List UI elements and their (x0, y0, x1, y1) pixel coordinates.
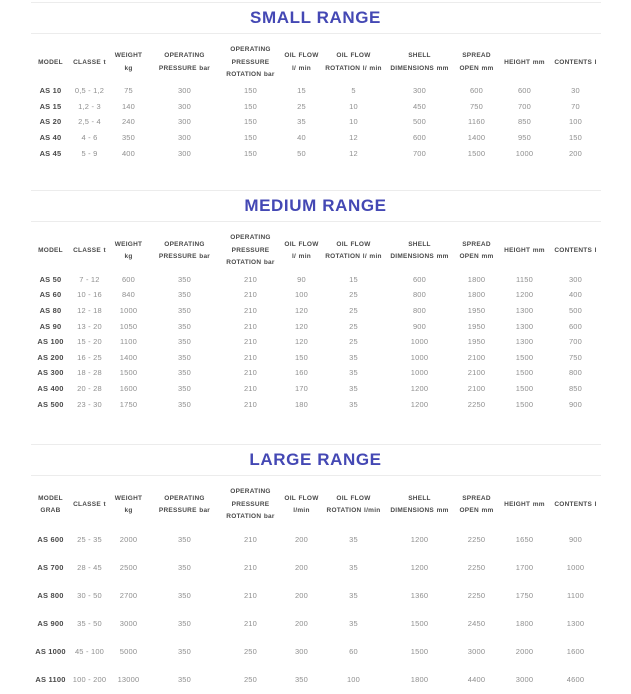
value-cell: 2700 (119, 590, 138, 600)
value-cell: 1800 (467, 290, 486, 300)
model-cell: AS 100 (37, 337, 64, 347)
value-cell: 30 - 50 (77, 590, 102, 600)
value-cell: 210 (243, 383, 258, 393)
value-cell: 1500 (515, 368, 534, 378)
value-cell: 200 (294, 618, 309, 628)
value-cell: 950 (517, 133, 532, 143)
large-range-title-bar (31, 444, 601, 476)
table-row (31, 99, 601, 115)
value-cell: 12 - 18 (77, 305, 102, 315)
value-cell: 1500 (467, 148, 486, 158)
value-cell: 1800 (410, 674, 429, 684)
value-cell: 70 (571, 101, 580, 111)
model-cell: AS 1100 (35, 674, 66, 684)
value-cell: 5 - 9 (81, 148, 98, 158)
value-cell: 150 (243, 133, 258, 143)
value-cell: 750 (568, 352, 583, 362)
value-cell: 350 (177, 274, 192, 284)
value-cell: 250 (243, 674, 258, 684)
value-cell: 16 - 25 (77, 352, 102, 362)
value-cell: 210 (243, 352, 258, 362)
value-cell: 25 (349, 337, 358, 347)
value-cell: 4400 (467, 674, 486, 684)
model-cell: AS 15 (39, 101, 62, 111)
value-cell: 150 (243, 148, 258, 158)
value-cell: 1600 (566, 646, 585, 656)
value-cell: 12 (349, 133, 358, 143)
table-row (31, 554, 601, 582)
model-cell: AS 80 (39, 305, 62, 315)
value-cell: 800 (412, 290, 427, 300)
value-cell: 3000 (515, 674, 534, 684)
column-header: MODEL GRAB (38, 494, 63, 515)
value-cell: 350 (177, 352, 192, 362)
value-cell: 700 (412, 148, 427, 158)
value-cell: 750 (469, 101, 484, 111)
value-cell: 2250 (467, 534, 486, 544)
value-cell: 300 (412, 86, 427, 96)
value-cell: 840 (121, 290, 136, 300)
value-cell: 150 (294, 352, 309, 362)
column-header: OIL FLOW l/ min (284, 240, 319, 261)
value-cell: 210 (243, 274, 258, 284)
value-cell: 210 (243, 399, 258, 409)
value-cell: 28 - 45 (77, 562, 102, 572)
model-cell: AS 40 (39, 133, 62, 143)
table-row (31, 319, 601, 335)
column-header: CONTENTS l (554, 246, 597, 254)
value-cell: 120 (294, 337, 309, 347)
model-cell: AS 50 (39, 274, 62, 284)
value-cell: 15 (349, 274, 358, 284)
value-cell: 1800 (515, 618, 534, 628)
value-cell: 60 (349, 646, 358, 656)
value-cell: 210 (243, 290, 258, 300)
value-cell: 1300 (515, 321, 534, 331)
column-header: OIL FLOW l/ min (284, 52, 319, 72)
value-cell: 210 (243, 368, 258, 378)
value-cell: 1700 (515, 562, 534, 572)
model-cell: AS 1000 (35, 646, 66, 656)
value-cell: 5000 (119, 646, 138, 656)
value-cell: 900 (412, 321, 427, 331)
value-cell: 25 (349, 290, 358, 300)
value-cell: 1050 (119, 321, 138, 331)
value-cell: 2100 (467, 352, 486, 362)
column-header: CONTENTS l (554, 500, 597, 508)
value-cell: 50 (297, 148, 306, 158)
value-cell: 1300 (515, 305, 534, 315)
value-cell: 18 - 28 (77, 368, 102, 378)
table-row (31, 397, 601, 413)
value-cell: 300 (568, 274, 583, 284)
medium-range-table (31, 229, 601, 412)
value-cell: 350 (177, 321, 192, 331)
column-header: OPERATING PRESSURE bar (158, 240, 211, 261)
value-cell: 210 (243, 534, 258, 544)
medium-range-title-bar (31, 190, 601, 222)
value-cell: 15 (297, 86, 306, 96)
column-header: OPERATING PRESSURE bar (158, 52, 211, 72)
value-cell: 400 (568, 290, 583, 300)
value-cell: 40 (297, 133, 306, 143)
value-cell: 1500 (515, 383, 534, 393)
column-header: MODEL (38, 58, 63, 66)
value-cell: 1000 (119, 305, 138, 315)
model-cell: AS 700 (37, 562, 64, 572)
value-cell: 210 (243, 562, 258, 572)
value-cell: 30 (571, 86, 580, 96)
table-header-row (31, 229, 601, 272)
value-cell: 1000 (410, 368, 429, 378)
value-cell: 90 (297, 274, 306, 284)
value-cell: 350 (177, 562, 192, 572)
value-cell: 2500 (119, 562, 138, 572)
small-range-title-bar (31, 2, 601, 34)
value-cell: 600 (412, 274, 427, 284)
value-cell: 150 (243, 117, 258, 127)
value-cell: 1300 (515, 337, 534, 347)
value-cell: 120 (294, 305, 309, 315)
table-row (31, 84, 601, 100)
value-cell: 35 (349, 534, 358, 544)
value-cell: 350 (177, 368, 192, 378)
value-cell: 10 - 16 (77, 290, 102, 300)
table-header-row (31, 41, 601, 84)
value-cell: 900 (568, 399, 583, 409)
value-cell: 2100 (467, 383, 486, 393)
value-cell: 800 (568, 368, 583, 378)
column-header: SPREAD OPEN mm (459, 52, 494, 72)
column-header: CLASSE t (73, 500, 106, 508)
value-cell: 13 - 20 (77, 321, 102, 331)
column-header: SHELL DIMENSIONS mm (390, 52, 449, 72)
column-header: WEIGHT kg (114, 240, 143, 261)
table-row (31, 115, 601, 131)
value-cell: 45 - 100 (74, 646, 105, 656)
column-header: CLASSE t (73, 58, 106, 66)
table-header-row (31, 483, 601, 526)
value-cell: 25 (297, 101, 306, 111)
medium-range-title: MEDIUM RANGE (244, 196, 387, 216)
value-cell: 25 (349, 321, 358, 331)
model-cell: AS 400 (37, 383, 64, 393)
value-cell: 25 - 35 (77, 534, 102, 544)
value-cell: 4 - 6 (81, 133, 98, 143)
value-cell: 0,5 - 1,2 (74, 86, 105, 96)
column-header: WEIGHT kg (114, 494, 143, 515)
value-cell: 200 (568, 148, 583, 158)
column-header: OPERATING PRESSURE ROTATION bar (226, 488, 275, 521)
value-cell: 35 (349, 618, 358, 628)
table-row (31, 272, 601, 288)
model-cell: AS 600 (37, 534, 64, 544)
value-cell: 13000 (117, 674, 140, 684)
value-cell: 1950 (467, 305, 486, 315)
value-cell: 20 - 28 (77, 383, 102, 393)
value-cell: 850 (517, 117, 532, 127)
column-header: OPERATING PRESSURE ROTATION bar (226, 46, 275, 78)
value-cell: 600 (469, 86, 484, 96)
value-cell: 800 (412, 305, 427, 315)
value-cell: 350 (177, 383, 192, 393)
value-cell: 300 (177, 101, 192, 111)
value-cell: 1200 (410, 534, 429, 544)
section-small-range (31, 2, 601, 161)
value-cell: 2250 (467, 399, 486, 409)
value-cell: 100 (294, 290, 309, 300)
table-row (31, 130, 601, 146)
value-cell: 250 (243, 646, 258, 656)
value-cell: 1500 (515, 352, 534, 362)
column-header: MODEL (38, 246, 63, 254)
value-cell: 350 (177, 674, 192, 684)
value-cell: 1200 (410, 399, 429, 409)
model-cell: AS 800 (37, 590, 64, 600)
value-cell: 700 (517, 101, 532, 111)
value-cell: 7 - 12 (79, 274, 100, 284)
value-cell: 1000 (410, 352, 429, 362)
value-cell: 25 (349, 305, 358, 315)
value-cell: 1950 (467, 337, 486, 347)
model-cell: AS 20 (39, 117, 62, 127)
value-cell: 12 (349, 148, 358, 158)
value-cell: 2000 (119, 534, 138, 544)
value-cell: 35 (349, 562, 358, 572)
column-header: HEIGHT mm (504, 58, 545, 66)
value-cell: 10 (349, 101, 358, 111)
value-cell: 1800 (467, 274, 486, 284)
value-cell: 35 (297, 117, 306, 127)
value-cell: 350 (177, 646, 192, 656)
value-cell: 35 (349, 399, 358, 409)
model-cell: AS 45 (39, 148, 62, 158)
value-cell: 300 (294, 646, 309, 656)
table-row (31, 288, 601, 304)
value-cell: 1300 (566, 618, 585, 628)
value-cell: 35 (349, 590, 358, 600)
column-header: WEIGHT kg (114, 52, 143, 72)
value-cell: 350 (177, 618, 192, 628)
value-cell: 1150 (516, 274, 533, 284)
value-cell: 2100 (467, 368, 486, 378)
value-cell: 1200 (515, 290, 534, 300)
value-cell: 150 (243, 101, 258, 111)
value-cell: 210 (243, 590, 258, 600)
value-cell: 200 (294, 534, 309, 544)
value-cell: 700 (568, 337, 583, 347)
column-header: SHELL DIMENSIONS mm (390, 494, 449, 515)
value-cell: 180 (294, 399, 309, 409)
value-cell: 900 (568, 534, 583, 544)
column-header: CLASSE t (73, 246, 106, 254)
value-cell: 210 (243, 337, 258, 347)
value-cell: 35 (349, 383, 358, 393)
value-cell: 350 (177, 290, 192, 300)
column-header: OIL FLOW ROTATION l/ min (325, 52, 382, 72)
value-cell: 600 (568, 321, 583, 331)
table-row (31, 366, 601, 382)
value-cell: 200 (294, 590, 309, 600)
value-cell: 600 (412, 133, 427, 143)
value-cell: 500 (412, 117, 427, 127)
value-cell: 200 (294, 562, 309, 572)
value-cell: 140 (121, 101, 136, 111)
value-cell: 350 (177, 534, 192, 544)
value-cell: 100 (346, 674, 361, 684)
value-cell: 210 (243, 305, 258, 315)
column-header: OPERATING PRESSURE bar (158, 494, 211, 515)
value-cell: 1160 (468, 117, 485, 127)
column-header: OIL FLOW ROTATION l/ min (325, 240, 382, 261)
value-cell: 100 - 200 (72, 674, 107, 684)
value-cell: 350 (177, 305, 192, 315)
value-cell: 35 - 50 (77, 618, 102, 628)
table-row (31, 610, 601, 638)
value-cell: 160 (294, 368, 309, 378)
small-range-title: SMALL RANGE (250, 8, 381, 27)
table-row (31, 146, 601, 162)
value-cell: 400 (121, 148, 136, 158)
model-cell: AS 90 (39, 321, 62, 331)
value-cell: 350 (177, 337, 192, 347)
value-cell: 2,5 - 4 (78, 117, 101, 127)
column-header: SHELL DIMENSIONS mm (390, 240, 449, 261)
value-cell: 1100 (120, 337, 137, 347)
value-cell: 1200 (410, 383, 429, 393)
table-row (31, 350, 601, 366)
large-range-table (31, 483, 601, 694)
value-cell: 150 (243, 86, 258, 96)
value-cell: 1,2 - 3 (78, 101, 101, 111)
column-header: OPERATING PRESSURE ROTATION bar (226, 234, 275, 267)
value-cell: 300 (177, 148, 192, 158)
section-large-range (31, 444, 601, 694)
value-cell: 210 (243, 321, 258, 331)
value-cell: 75 (124, 86, 133, 96)
value-cell: 35 (349, 368, 358, 378)
value-cell: 300 (177, 133, 192, 143)
value-cell: 1100 (567, 590, 584, 600)
column-header: OIL FLOW l/min (284, 494, 319, 515)
value-cell: 850 (568, 383, 583, 393)
value-cell: 2450 (467, 618, 486, 628)
value-cell: 3000 (119, 618, 138, 628)
value-cell: 240 (121, 117, 136, 127)
value-cell: 10 (349, 117, 358, 127)
value-cell: 1360 (410, 590, 429, 600)
value-cell: 2250 (467, 590, 486, 600)
small-range-table (31, 41, 601, 161)
table-row (31, 334, 601, 350)
large-range-title: LARGE RANGE (249, 450, 382, 470)
value-cell: 500 (568, 305, 583, 315)
value-cell: 120 (294, 321, 309, 331)
value-cell: 1000 (410, 337, 429, 347)
value-cell: 210 (243, 618, 258, 628)
column-header: HEIGHT mm (504, 246, 545, 254)
value-cell: 23 - 30 (77, 399, 102, 409)
value-cell: 1750 (119, 399, 138, 409)
value-cell: 1750 (515, 590, 534, 600)
value-cell: 2250 (467, 562, 486, 572)
column-header: HEIGHT mm (504, 500, 545, 508)
value-cell: 350 (177, 399, 192, 409)
value-cell: 1000 (566, 562, 585, 572)
value-cell: 350 (294, 674, 309, 684)
model-cell: AS 60 (39, 290, 62, 300)
value-cell: 450 (412, 101, 427, 111)
value-cell: 350 (121, 133, 136, 143)
value-cell: 1500 (119, 368, 138, 378)
value-cell: 1500 (410, 646, 429, 656)
table-row (31, 303, 601, 319)
value-cell: 100 (568, 117, 583, 127)
model-cell: AS 10 (39, 86, 62, 96)
value-cell: 1200 (410, 562, 429, 572)
value-cell: 1500 (410, 618, 429, 628)
value-cell: 15 - 20 (77, 337, 102, 347)
model-cell: AS 200 (37, 352, 64, 362)
value-cell: 4600 (566, 674, 585, 684)
value-cell: 1650 (515, 534, 534, 544)
model-cell: AS 900 (37, 618, 64, 628)
value-cell: 300 (177, 117, 192, 127)
value-cell: 350 (177, 590, 192, 600)
value-cell: 2000 (515, 646, 534, 656)
value-cell: 1950 (467, 321, 486, 331)
column-header: SPREAD OPEN mm (459, 494, 494, 515)
table-row (31, 526, 601, 554)
value-cell: 600 (121, 274, 136, 284)
value-cell: 1000 (515, 148, 534, 158)
value-cell: 600 (517, 86, 532, 96)
value-cell: 1600 (119, 383, 138, 393)
table-row (31, 638, 601, 666)
value-cell: 1400 (119, 352, 138, 362)
value-cell: 150 (568, 133, 583, 143)
table-row (31, 381, 601, 397)
value-cell: 170 (294, 383, 309, 393)
column-header: SPREAD OPEN mm (459, 240, 494, 261)
value-cell: 300 (177, 86, 192, 96)
value-cell: 3000 (467, 646, 486, 656)
value-cell: 1500 (515, 399, 534, 409)
value-cell: 5 (351, 86, 356, 96)
table-row (31, 582, 601, 610)
column-header: CONTENTS l (554, 58, 597, 66)
section-medium-range (31, 190, 601, 412)
model-cell: AS 500 (37, 399, 64, 409)
value-cell: 35 (349, 352, 358, 362)
value-cell: 1400 (467, 133, 486, 143)
model-cell: AS 300 (37, 368, 64, 378)
column-header: OIL FLOW ROTATION l/min (326, 494, 381, 515)
